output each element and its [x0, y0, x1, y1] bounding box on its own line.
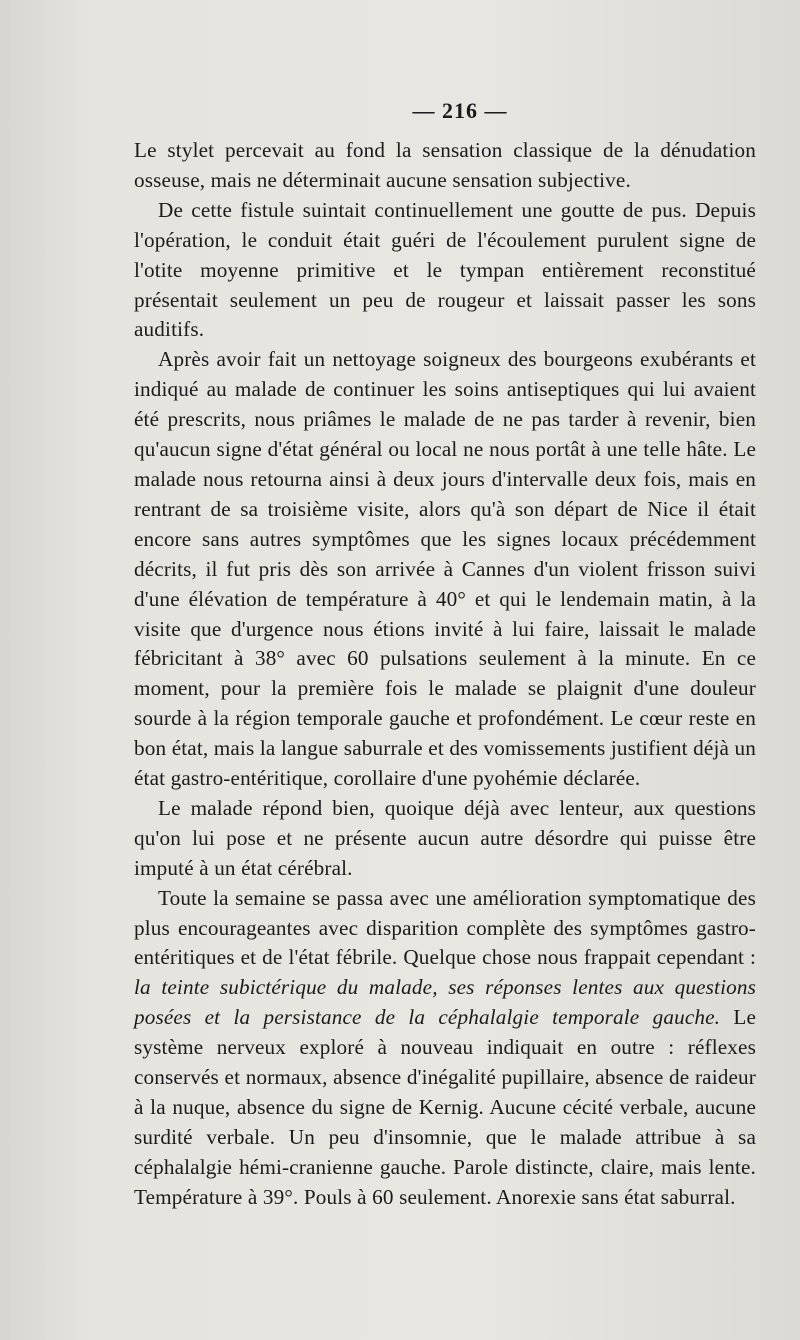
paragraph-2: De cette fistule suintait continuellement une goutte de pus. Depuis l'opération, le conduit était guéri de l'écoulement purulent signe de l'otite moyenne primitive et le tympan entièrement reconstitué présentait seulement un peu de rougeur et laissait passer les sons auditifs. — [134, 197, 756, 342]
paragraph-5-end: Le système nerveux exploré à nouveau indiquait en outre : réflexes conservés et normaux, absence d'inégalité pupillaire, absence de raideur à la nuque, absence du signe de Kernig. Aucune cécité verbale, aucune surdité verbale. Un peu d'insomnie, que le malade attribue à sa céphalalgie hémi-cranienne gauche. Parole distincte, claire, mais lente. Température à 39°. Pouls à 60 seulement. Anorexie sans état saburral. — [134, 1005, 757, 1209]
paragraph-5-start: Toute la semaine se passa avec une amélioration symptomatique des plus encourageantes avec disparition complète des symptômes gastro-entéritiques et de l'état fébrile. Quelque chose nous frappait cependant : — [134, 885, 756, 970]
paragraph-1: Le stylet percevait au fond la sensation classique de la dénudation osseuse, mais ne déterminait aucune sensation subjective. — [134, 138, 756, 192]
paragraph-3: Après avoir fait un nettoyage soigneux des bourgeons exubérants et indiqué au malade de continuer les soins antiseptiques qui lui avaient été prescrits, nous priâmes le malade de ne pas tarder à revenir, bien qu'aucun signe d'état général ou local ne nous portât à une telle hâte. Le malade nous retourna ainsi à deux jours d'intervalle deux fois, mais en rentrant de sa troisième visite, alors qu'à son départ de Nice il était encore sans autres symptômes que les signes locaux précédemment décrits, il fut pris dès son arrivée à Cannes d'un violent frisson suivi d'une élévation de température à 40° et qui le lendemain matin, à la visite que d'urgence nous étions invité à lui faire, laissait le malade fébricitant à 38° avec 60 pulsations seulement à la minute. En ce moment, pour la première fois le malade se plaignit d'une douleur sourde à la région temporale gauche et profondément. Le cœur reste en bon état, mais la langue saburrale et des vomissements justifient déjà un état gastro-entéritique, corollaire d'une pyohémie déclarée. — [134, 347, 756, 791]
paragraph-5-italic: la teinte subictérique du malade, ses réponses lentes aux questions posées et la persistance de la céphalalgie temporale gauche. — [134, 975, 756, 1030]
page-number: — 216 — — [412, 98, 508, 123]
body-text — [134, 136, 756, 1213]
paragraph-4: Le malade répond bien, quoique déjà avec lenteur, aux questions qu'on lui pose et ne présente aucun autre désordre qui puisse être imputé à un état cérébral. — [134, 795, 756, 880]
paragraph-5 — [134, 884, 756, 1213]
